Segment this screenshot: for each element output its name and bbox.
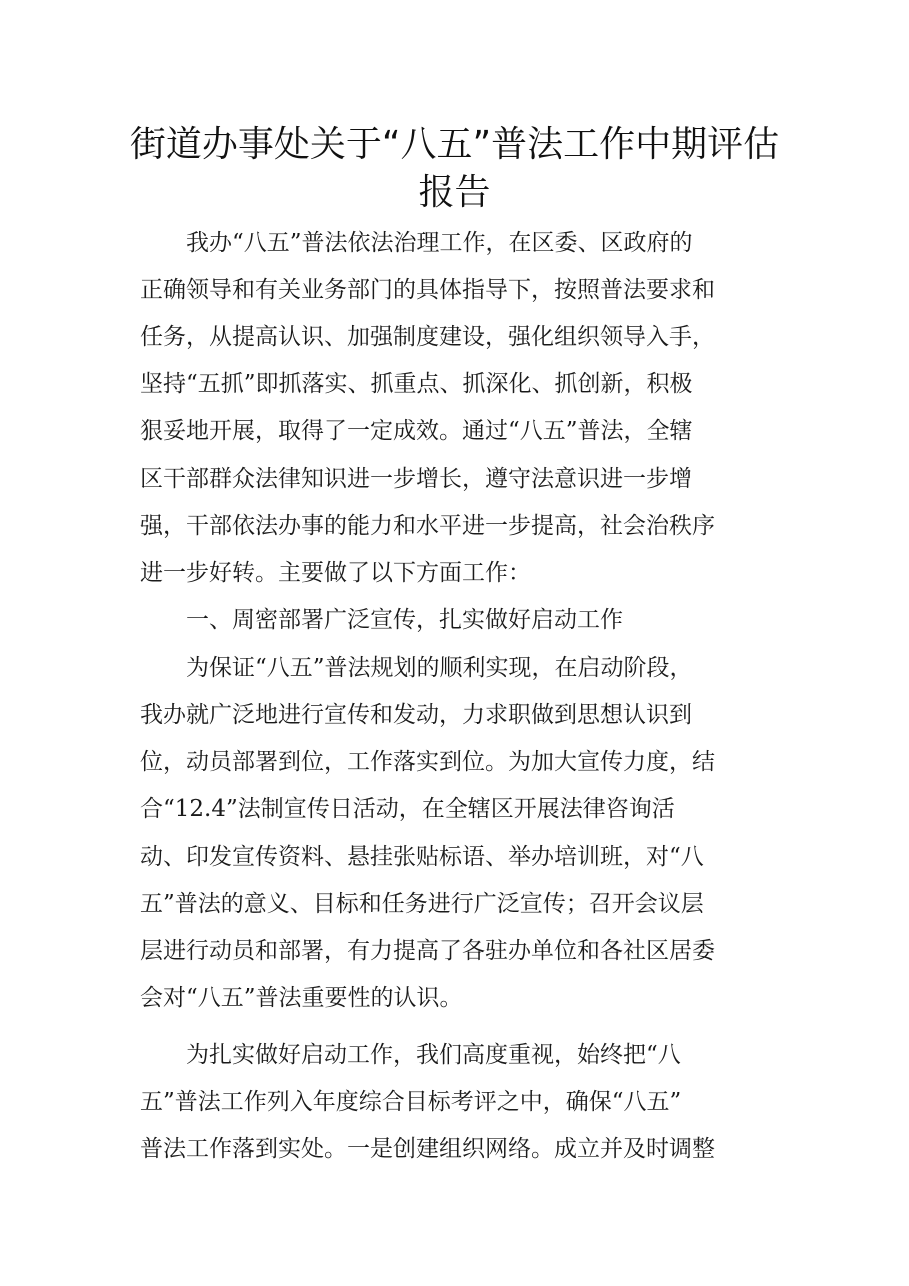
paragraph-line: 我办就广泛地进行宣传和发动，力求职做到思想认识到 xyxy=(140,702,692,728)
paragraph-line: 区干部群众法律知识进一步增长，遵守法意识进一步增 xyxy=(140,466,692,492)
paragraph-line: 狠妥地开展，取得了一定成效。通过“八五”普法，全辖 xyxy=(140,418,693,444)
paragraph-line: 任务，从提高认识、加强制度建设，强化组织领导入手， xyxy=(140,324,715,350)
paragraph-line: 普法工作落到实处。一是创建组织网络。成立并及时调整 xyxy=(140,1136,715,1162)
document-title-line-1: 街道办事处关于“八五”普法工作中期评估 xyxy=(129,124,780,165)
paragraph-line: 强，干部依法办事的能力和水平进一步提高，社会治秩序 xyxy=(140,513,715,539)
paragraph-line: 坚持“五抓”即抓落实、抓重点、抓深化、抓创新，积极 xyxy=(140,371,693,397)
paragraph-line: 位，动员部署到位，工作落实到位。为加大宣传力度，结 xyxy=(140,749,715,775)
paragraph-line: 进一步好转。主要做了以下方面工作： xyxy=(140,560,531,586)
paragraph-line: 正确领导和有关业务部门的具体指导下，按照普法要求和 xyxy=(140,277,715,303)
paragraph-line: 我办“八五”普法依法治理工作，在区委、区政府的 xyxy=(140,230,693,256)
paragraph-line: 动、印发宣传资料、悬挂张贴标语、举办培训班，对“八 xyxy=(140,844,704,870)
paragraph-line: 五”普法的意义、目标和任务进行广泛宣传；召开会议层 xyxy=(140,891,704,917)
paragraph-line: 会对“八五”普法重要性的认识。 xyxy=(140,985,463,1011)
section-heading: 一、周密部署广泛宣传，扎实做好启动工作 xyxy=(140,607,623,633)
paragraph-line: 层进行动员和部署，有力提高了各驻办单位和各社区居委 xyxy=(140,938,715,964)
document-title-line-2: 报告 xyxy=(418,172,491,213)
paragraph-line: 合“12.4”法制宣传日活动，在全辖区开展法律咨询活 xyxy=(140,796,675,822)
paragraph-line: 五”普法工作列入年度综合目标考评之中，确保“八五” xyxy=(140,1089,682,1115)
paragraph-line: 为保证“八五”普法规划的顺利实现，在启动阶段， xyxy=(140,655,693,681)
paragraph-line: 为扎实做好启动工作，我们高度重视，始终把“八 xyxy=(140,1042,681,1068)
